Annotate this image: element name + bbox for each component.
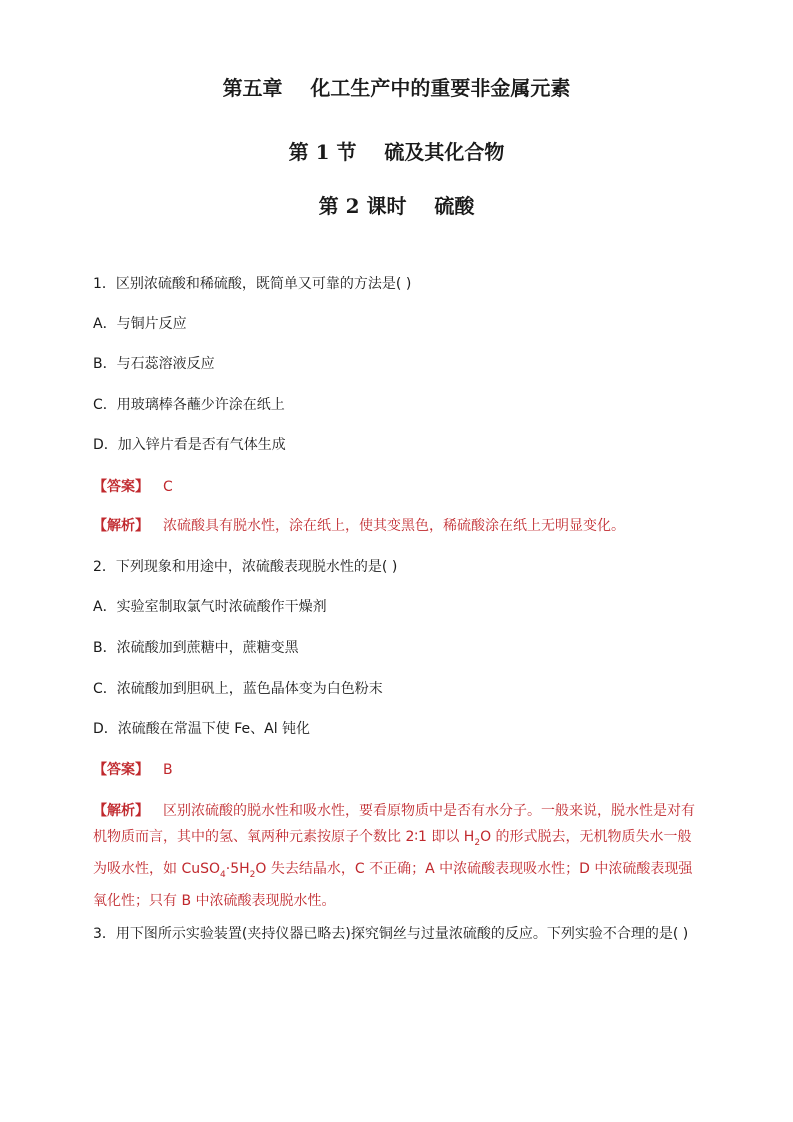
question-1-stem: 1．区别浓硫酸和稀硫酸，既简单又可靠的方法是( ) — [93, 276, 412, 292]
answer-value: B — [163, 762, 173, 778]
question-1-answer — [93, 477, 705, 497]
question-1-option-b: B．与石蕊溶液反应 — [93, 356, 215, 372]
analysis-text-2: O 的形式脱去，无机物质失水一般为吸水性，如 CuSO — [93, 829, 692, 877]
question-2-option-c: C．浓硫酸加到胆矾上，蓝色晶体变为白色粉末 — [93, 681, 383, 697]
subscript: 4 — [220, 869, 226, 880]
analysis-label: 【解析】 — [93, 518, 149, 534]
question-1-option-c: C．用玻璃棒各蘸少许涂在纸上 — [93, 397, 285, 413]
question-3-stem: 3．用下图所示实验装置(夹持仪器已略去)探究铜丝与过量浓硫酸的反应。下列实验不合理的是( ) — [93, 926, 689, 942]
subscript: 2 — [249, 869, 256, 880]
analysis-text-1: 区别浓硫酸的脱水性和吸水性，要看原物质中是否有水分子。一般来说，脱水性是对有机物质而言，其中的氢、氧两种元素按原子个数比 2∶1 即以 H — [93, 803, 695, 845]
analysis-label: 【解析】 — [93, 803, 149, 819]
analysis-text-3: ·5H — [225, 860, 250, 877]
subscript: 2 — [474, 837, 481, 848]
answer-value: C — [163, 479, 173, 495]
question-2-option-d: D．浓硫酸在常温下使 Fe、Al 钝化 — [93, 721, 311, 737]
question-1-option-d: D．加入锌片看是否有气体生成 — [93, 437, 286, 453]
question-2-option-b: B．浓硫酸加到蔗糖中，蔗糖变黑 — [93, 640, 299, 656]
chapter-title: 第五章 化工生产中的重要非金属元素 — [222, 76, 571, 100]
analysis-text-4: O 失去结晶水，C 不正确；A 中浓硫酸表现吸水性；D 中浓硫酸表现强氧化性；只有 B 中浓硫酸表现脱水性。 — [93, 860, 693, 909]
analysis-text: 浓硫酸具有脱水性，涂在纸上，使其变黑色，稀硫酸涂在纸上无明显变化。 — [163, 518, 625, 534]
lesson-title: 第 2 课时 硫酸 — [318, 194, 475, 218]
question-1-option-a: A．与铜片反应 — [93, 316, 187, 332]
answer-label: 【答案】 — [93, 479, 149, 495]
question-1-analysis — [93, 516, 705, 536]
question-2-analysis — [93, 798, 705, 914]
section-title: 第 1 节 硫及其化合物 — [288, 140, 505, 164]
question-2-stem: 2．下列现象和用途中，浓硫酸表现脱水性的是( ) — [93, 559, 398, 575]
question-2-answer — [93, 760, 705, 780]
answer-label: 【答案】 — [93, 762, 149, 778]
question-2-option-a: A．实验室制取氯气时浓硫酸作干燥剂 — [93, 599, 327, 615]
